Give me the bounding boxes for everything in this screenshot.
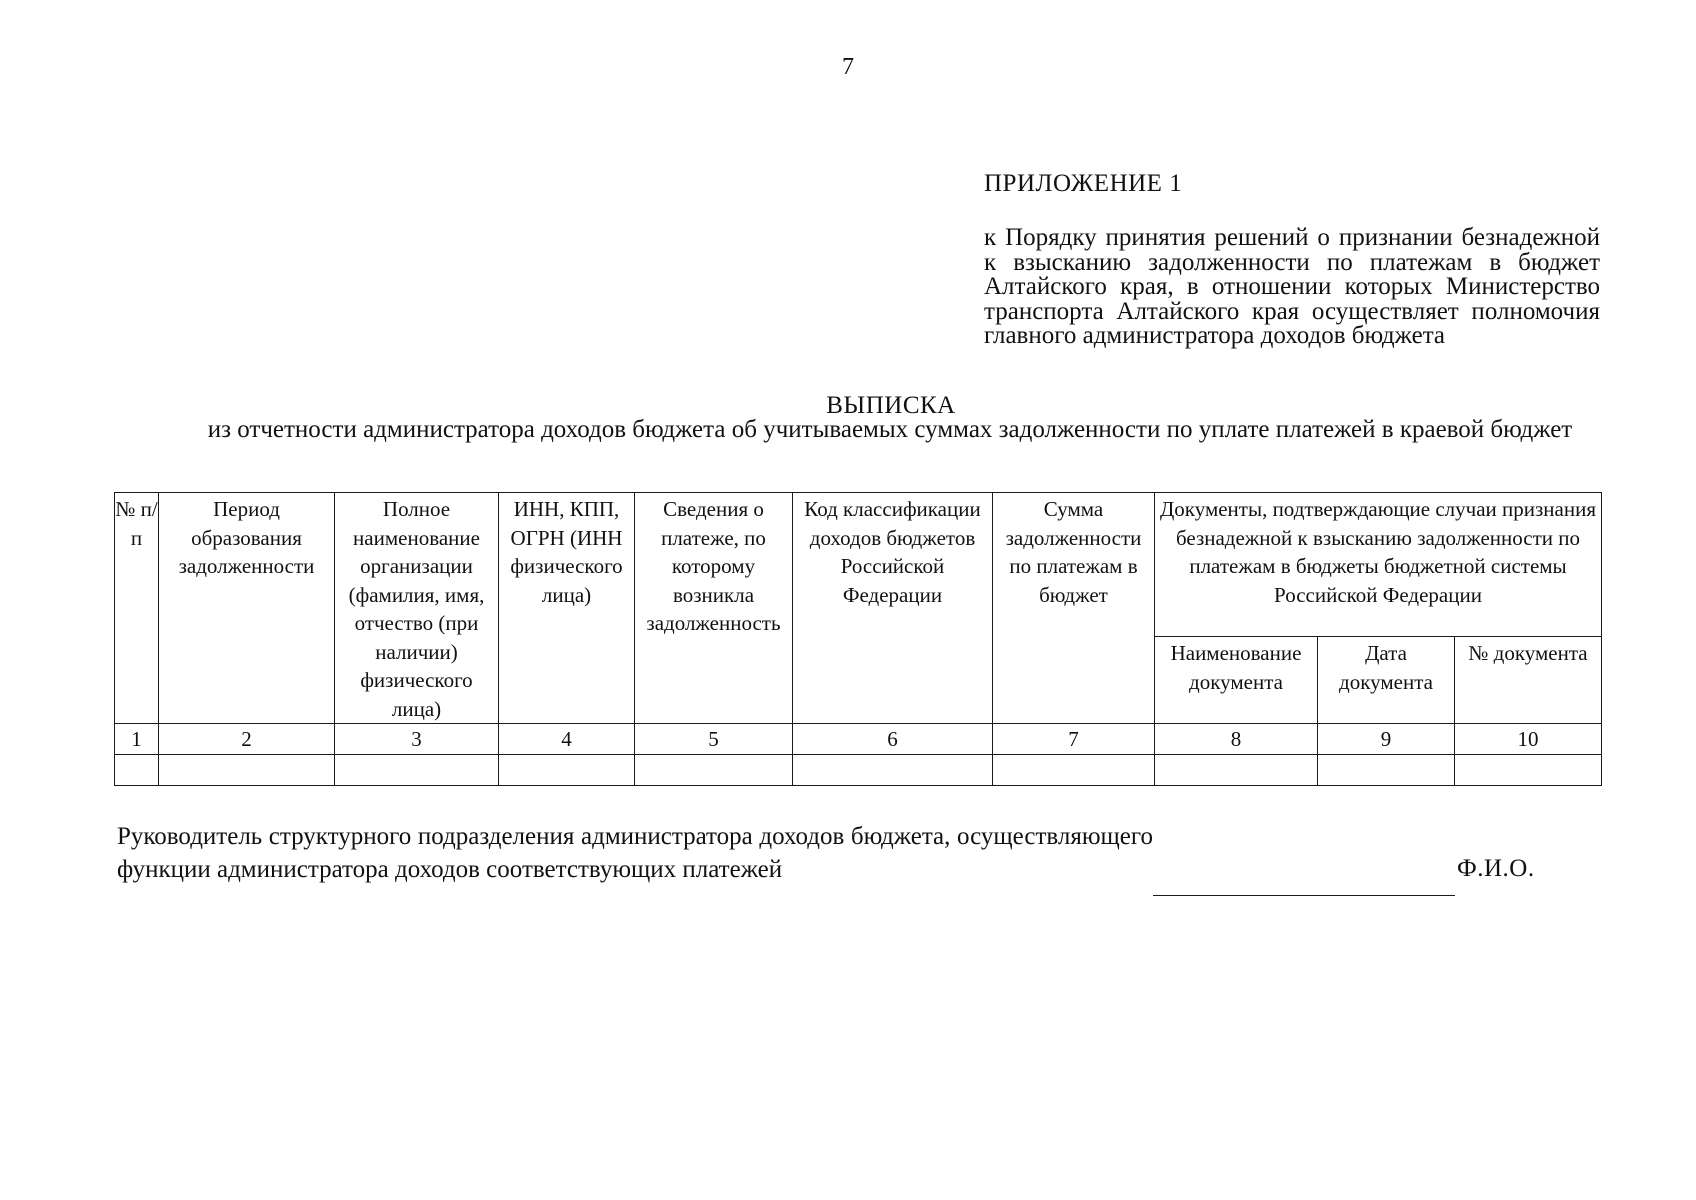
- empty-cell: [1155, 755, 1318, 786]
- empty-cell: [793, 755, 993, 786]
- header-payment-info: Сведения о платеже, по которому возникла задолженность: [635, 493, 793, 724]
- column-number: 3: [335, 724, 499, 755]
- column-number: 7: [993, 724, 1155, 755]
- column-numbers-row: [115, 724, 1602, 755]
- signature-line: [1153, 895, 1455, 896]
- header-document-number: № документа: [1455, 637, 1602, 724]
- signature-label: Ф.И.О.: [1457, 855, 1535, 882]
- header-inn: ИНН, КПП, ОГРН (ИНН физического лица): [499, 493, 635, 724]
- column-number: 4: [499, 724, 635, 755]
- header-classification-code: Код классификации доходов бюджетов Российской Федерации: [793, 493, 993, 724]
- header-document-date: Дата документа: [1318, 637, 1455, 724]
- header-organization: Полное наименование организации (фамилия, имя, отчество (при наличии) физического лица): [335, 493, 499, 724]
- appendix-title: ПРИЛОЖЕНИЕ 1: [984, 170, 1183, 197]
- page-number: 7: [842, 54, 854, 80]
- column-number: 5: [635, 724, 793, 755]
- column-number: 2: [159, 724, 335, 755]
- empty-cell: [635, 755, 793, 786]
- column-number: 9: [1318, 724, 1455, 755]
- empty-cell: [993, 755, 1155, 786]
- appendix-text: к Порядку принятия решений о признании безнадежной к взысканию задолженности по платежам в бюджет Алтайского края, в отношении которых Министерство транспорта Алтайского края осуществляет полномочия главного администратора доходов бюджета: [984, 224, 1600, 349]
- header-number: № п/п: [115, 493, 159, 724]
- empty-cell: [335, 755, 499, 786]
- header-period: Период образования задолженности: [159, 493, 335, 724]
- signer-text: Руководитель структурного подразделения администратора доходов бюджета, осуществляющего функции администратора доходов соответствующих платежей: [117, 823, 1153, 883]
- header-row: [115, 493, 1602, 637]
- column-number: 6: [793, 724, 993, 755]
- column-number: 10: [1455, 724, 1602, 755]
- empty-data-row: [115, 755, 1602, 786]
- document-subtitle: из отчетности администратора доходов бюджета об учитываемых суммах задолженности по уплате платежей в краевой бюджет: [207, 416, 1573, 443]
- column-number: 8: [1155, 724, 1318, 755]
- empty-cell: [159, 755, 335, 786]
- empty-cell: [1455, 755, 1602, 786]
- empty-cell: [499, 755, 635, 786]
- document-title: ВЫПИСКА: [826, 392, 956, 419]
- report-table: [114, 492, 1602, 786]
- column-number: 1: [115, 724, 159, 755]
- header-debt-amount: Сумма задолженности по платежам в бюджет: [993, 493, 1155, 724]
- empty-cell: [1318, 755, 1455, 786]
- header-documents-group: Документы, подтверждающие случаи признания безнадежной к взысканию задолженности по платежам в бюджеты бюджетной системы Российской Федерации: [1155, 493, 1602, 637]
- header-document-name: Наименование документа: [1155, 637, 1318, 724]
- empty-cell: [115, 755, 159, 786]
